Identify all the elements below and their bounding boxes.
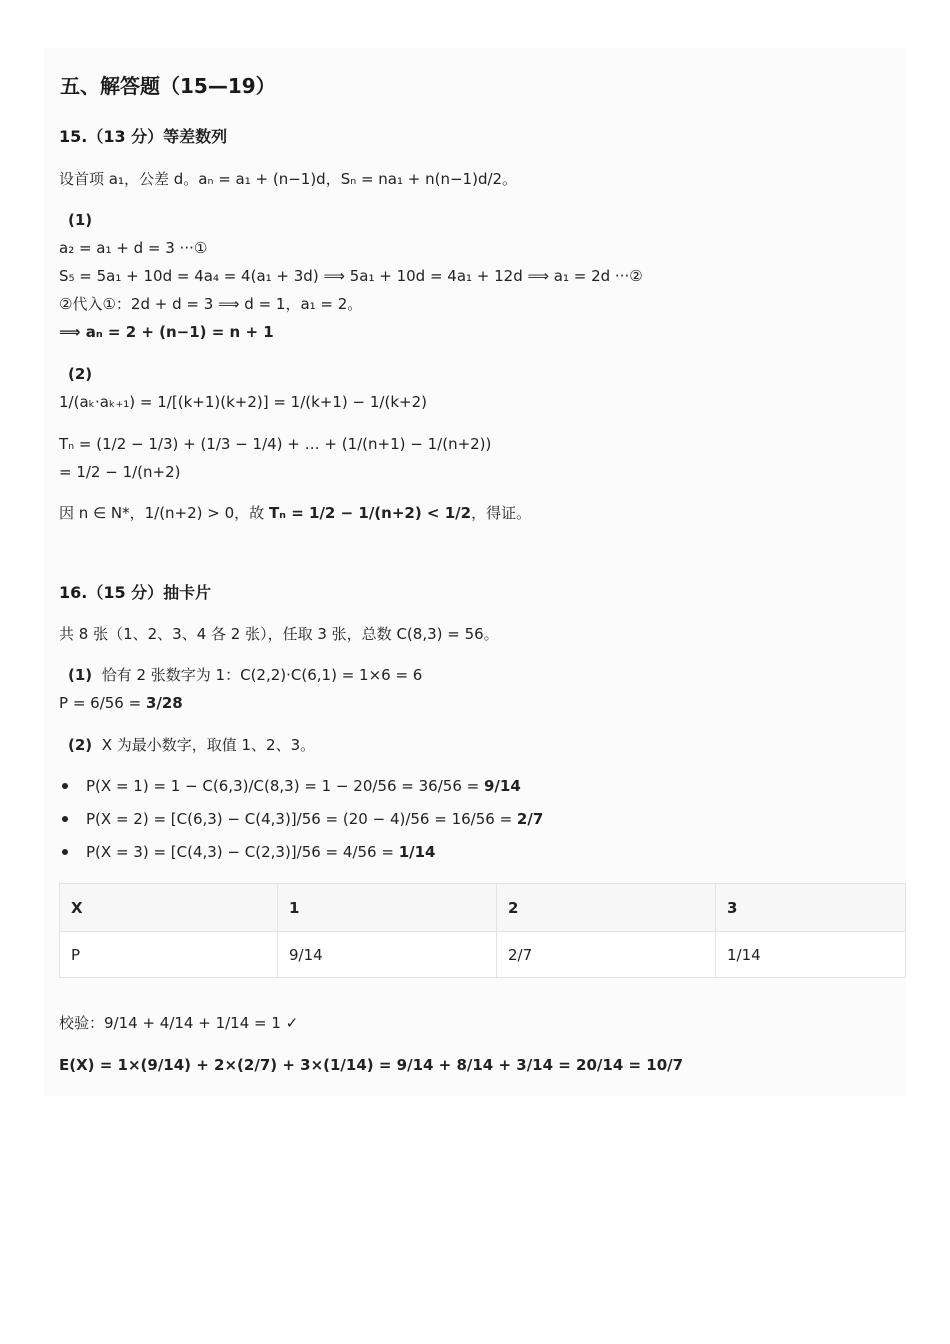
q15-part2-line2: Tₙ = (1/2 − 1/3) + (1/3 − 1/4) + … + (1/(n+1) − 1/(n+2)) <box>59 435 492 453</box>
q16-check: 校验：9/14 + 4/14 + 1/14 = 1 ✓ <box>59 1014 299 1032</box>
table-header-cell: X <box>60 884 278 932</box>
table-cell: P <box>60 932 278 978</box>
q16-part2-line1 <box>68 735 315 755</box>
q15-conclusion-pre: 因 n ∈ N*，1/(n+2) > 0，故 <box>59 504 269 522</box>
distribution-table <box>59 883 906 978</box>
q16-part1-line1 <box>68 665 422 685</box>
q15-intro: 设首项 a₁，公差 d。aₙ = a₁ + (n−1)d，Sₙ = na₁ + n(n−1)d/2。 <box>59 170 518 188</box>
table-header-cell: 1 <box>278 884 497 932</box>
q16-bullet-1-text: P(X = 1) = 1 − C(6,3)/C(8,3) = 1 − 20/56 = 36/56 = <box>86 777 484 795</box>
table-cell: 1/14 <box>716 932 906 978</box>
q16-part1-text: 恰有 2 张数字为 1：C(2,2)·C(6,1) = 1×6 = 6 <box>101 666 423 684</box>
q16-bullet-3-result: 1/14 <box>398 843 436 861</box>
q15-part2-conclusion <box>59 503 531 523</box>
q15-part2-line3: = 1/2 − 1/(n+2) <box>59 463 181 481</box>
q16-intro: 共 8 张（1、2、3、4 各 2 张），任取 3 张，总数 C(8,3) = 56。 <box>59 625 499 643</box>
table-header-cell: 3 <box>716 884 906 932</box>
q16-bullet-1-result: 9/14 <box>483 777 521 795</box>
q16-prob-bold: 3/28 <box>145 694 183 712</box>
q15-conclusion-post: ，得证。 <box>471 504 532 522</box>
q16-bullet-2-result: 2/7 <box>516 810 544 828</box>
q16-bullet-2-text: P(X = 2) = [C(6,3) − C(4,3)]/56 = (20 − 4)/56 = 16/56 = <box>86 810 517 828</box>
section-title: 五、解答题（15—19） <box>60 74 276 98</box>
q16-title: 16.（15 分）抽卡片 <box>59 583 212 602</box>
q15-conclusion-bold: Tₙ = 1/2 − 1/(n+2) < 1/2 <box>268 504 472 522</box>
table-cell: 2/7 <box>497 932 716 978</box>
q16-part2-text: X 为最小数字，取值 1、2、3。 <box>101 736 316 754</box>
q16-bullet-2 <box>86 809 543 829</box>
q15-part1-line1: a₂ = a₁ + d = 3 ···① <box>59 239 208 257</box>
q15-part1-result: ⟹ aₙ = 2 + (n−1) = n + 1 <box>59 323 274 341</box>
q15-title: 15.（13 分）等差数列 <box>59 127 228 146</box>
q16-prob-pre: P = 6/56 = <box>59 694 146 712</box>
q15-part2-label: (2) <box>68 365 93 383</box>
bullet-dot-2 <box>62 816 68 822</box>
q16-bullet-1 <box>86 776 521 796</box>
bullet-dot-1 <box>62 783 68 789</box>
q16-expectation: E(X) = 1×(9/14) + 2×(2/7) + 3×(1/14) = 9/14 + 8/14 + 3/14 = 20/14 = 10/7 <box>59 1056 684 1074</box>
q15-part1-line3: ②代入①：2d + d = 3 ⟹ d = 1，a₁ = 2。 <box>59 295 363 313</box>
table-cell: 9/14 <box>278 932 497 978</box>
q15-part1-label: (1) <box>68 211 93 229</box>
q16-bullet-3-text: P(X = 3) = [C(4,3) − C(2,3)]/56 = 4/56 = <box>86 843 399 861</box>
q15-part2-line1: 1/(aₖ·aₖ₊₁) = 1/[(k+1)(k+2)] = 1/(k+1) − 1/(k+2) <box>59 393 427 411</box>
q16-part1-prob <box>59 693 183 713</box>
q16-bullet-3 <box>86 842 435 862</box>
q16-part2-label: (2) <box>68 736 93 754</box>
table-header-row <box>60 884 906 932</box>
table-row <box>60 932 906 978</box>
bullet-dot-3 <box>62 849 68 855</box>
table-header-cell: 2 <box>497 884 716 932</box>
q16-part1-label: (1) <box>68 666 93 684</box>
q15-part1-line2: S₅ = 5a₁ + 10d = 4a₄ = 4(a₁ + 3d) ⟹ 5a₁ + 10d = 4a₁ + 12d ⟹ a₁ = 2d ···② <box>59 267 643 285</box>
